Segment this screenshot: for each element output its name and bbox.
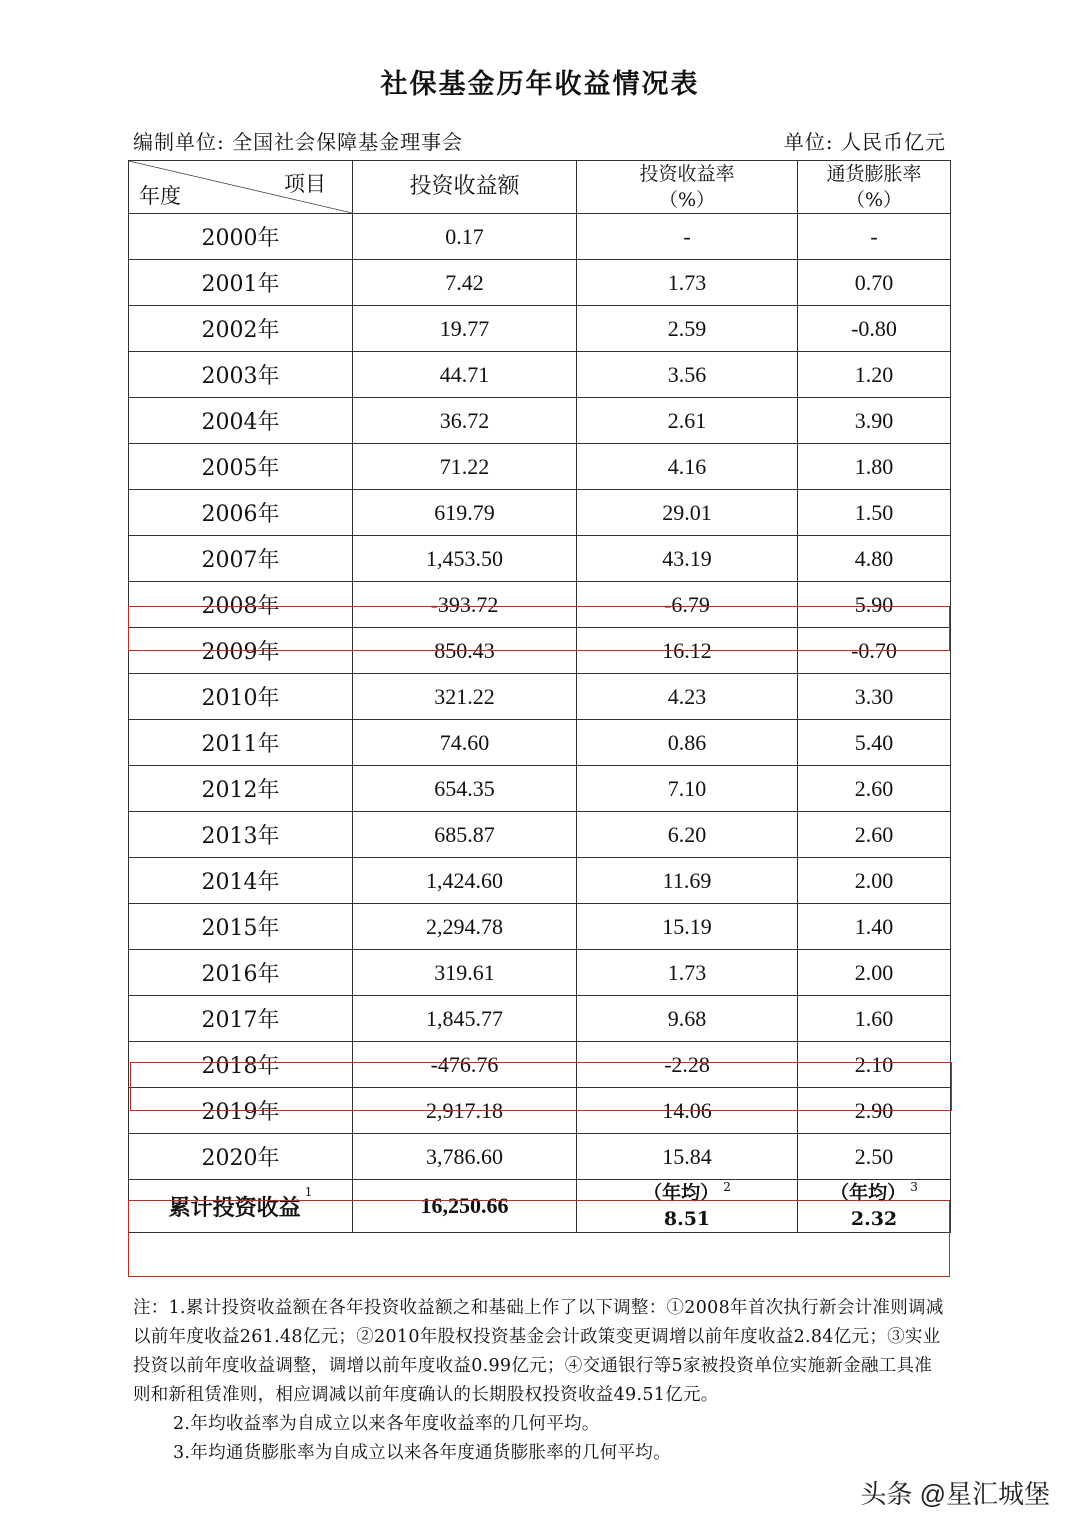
year-cell: 2000年 — [129, 214, 353, 260]
year-cell: 2004年 — [129, 398, 353, 444]
year-cell: 2006年 — [129, 490, 353, 536]
year-cell: 2011年 — [129, 720, 353, 766]
note-1: 注：1.累计投资收益额在各年投资收益额之和基础上作了以下调整：①2008年首次执行新会计准则调减以前年度收益261.48亿元；②2010年股权投资基金会计政策变更调增以前年度收益2.84亿元；③实业投资以前年度收益调整，调增以前年度收益0.99亿元；④交通银行等5家被投资单位实施新金融工具准则和新租赁准则，相应调减以前年度确认的长期股权投资收益49.51亿元。 — [133, 1298, 944, 1405]
rate-cell: 2.59 — [577, 306, 798, 352]
amount-cell: 321.22 — [353, 674, 577, 720]
inflation-cell: 0.70 — [798, 260, 951, 306]
rate-cell: 4.16 — [577, 444, 798, 490]
total-rate-note: 2 — [723, 1180, 731, 1194]
watermark: 头条 @星汇城堡 — [860, 1479, 1050, 1509]
amount-cell: 1,424.60 — [353, 858, 577, 904]
item-header: 项目 — [284, 172, 326, 196]
amount-cell: 3,786.60 — [353, 1134, 577, 1180]
inflation-cell: -0.70 — [798, 628, 951, 674]
inflation-cell: 5.40 — [798, 720, 951, 766]
rate-cell: - — [577, 214, 798, 260]
amount-cell: 2,294.78 — [353, 904, 577, 950]
table-row — [129, 720, 951, 766]
amount-cell: -476.76 — [353, 1042, 577, 1088]
amount-cell: 7.42 — [353, 260, 577, 306]
year-header: 年度 — [139, 184, 181, 208]
unit-label: 单位: 人民币亿元 — [783, 130, 946, 154]
amount-cell: 0.17 — [353, 214, 577, 260]
year-cell: 2013年 — [129, 812, 353, 858]
year-cell: 2007年 — [129, 536, 353, 582]
total-rate-label: （年均） — [643, 1182, 720, 1204]
rate-cell: 7.10 — [577, 766, 798, 812]
inflation-cell: 2.50 — [798, 1134, 951, 1180]
table-row — [129, 1042, 951, 1088]
inflation-cell: -0.80 — [798, 306, 951, 352]
inflation-cell: 2.60 — [798, 766, 951, 812]
table-row — [129, 674, 951, 720]
year-cell: 2008年 — [129, 582, 353, 628]
year-cell: 2009年 — [129, 628, 353, 674]
table-row — [129, 1134, 951, 1180]
table-row — [129, 306, 951, 352]
amount-cell: 654.35 — [353, 766, 577, 812]
rate-header — [577, 161, 798, 214]
total-rate-cell — [577, 1180, 798, 1233]
rate-header-label: 投资收益率 — [639, 163, 735, 185]
table-row — [129, 260, 951, 306]
amount-cell: 685.87 — [353, 812, 577, 858]
inflation-cell: 2.10 — [798, 1042, 951, 1088]
year-cell: 2019年 — [129, 1088, 353, 1134]
year-cell: 2018年 — [129, 1042, 353, 1088]
returns-table — [128, 160, 951, 1233]
amount-cell: 1,453.50 — [353, 536, 577, 582]
amount-cell: -393.72 — [353, 582, 577, 628]
table-row — [129, 904, 951, 950]
year-cell: 2005年 — [129, 444, 353, 490]
note-3: 3.年均通货膨胀率为自成立以来各年度通货膨胀率的几何平均。 — [173, 1443, 671, 1463]
total-label-note: 1 — [304, 1184, 313, 1199]
inflation-cell: 2.90 — [798, 1088, 951, 1134]
rate-cell: 3.56 — [577, 352, 798, 398]
amount-cell: 619.79 — [353, 490, 577, 536]
total-row — [129, 1180, 951, 1233]
rate-cell: 43.19 — [577, 536, 798, 582]
rate-cell: -6.79 — [577, 582, 798, 628]
year-cell: 2001年 — [129, 260, 353, 306]
table-row — [129, 858, 951, 904]
table-row — [129, 582, 951, 628]
amount-cell: 850.43 — [353, 628, 577, 674]
table-row — [129, 490, 951, 536]
inflation-cell: 3.30 — [798, 674, 951, 720]
inflation-cell: 3.90 — [798, 398, 951, 444]
year-cell: 2012年 — [129, 766, 353, 812]
table-row — [129, 812, 951, 858]
rate-cell: 2.61 — [577, 398, 798, 444]
total-label-cell — [129, 1180, 353, 1233]
year-cell: 2003年 — [129, 352, 353, 398]
year-cell: 2017年 — [129, 996, 353, 1042]
table-row — [129, 536, 951, 582]
inflation-cell: 2.00 — [798, 858, 951, 904]
inflation-cell: 1.60 — [798, 996, 951, 1042]
total-label: 累计投资收益 — [168, 1194, 301, 1221]
amount-cell: 44.71 — [353, 352, 577, 398]
amount-cell: 74.60 — [353, 720, 577, 766]
rate-cell: 15.19 — [577, 904, 798, 950]
year-cell: 2020年 — [129, 1134, 353, 1180]
rate-cell: 6.20 — [577, 812, 798, 858]
total-inflation-label: （年均） — [830, 1182, 907, 1204]
rate-cell: 29.01 — [577, 490, 798, 536]
rate-cell: 4.23 — [577, 674, 798, 720]
rate-cell: 1.73 — [577, 260, 798, 306]
page-title: 社保基金历年收益情况表 — [380, 69, 700, 100]
rate-cell: 1.73 — [577, 950, 798, 996]
inflation-cell: - — [798, 214, 951, 260]
rate-cell: 14.06 — [577, 1088, 798, 1134]
year-cell: 2016年 — [129, 950, 353, 996]
inflation-cell: 1.40 — [798, 904, 951, 950]
table-row — [129, 996, 951, 1042]
table-row — [129, 352, 951, 398]
amount-cell: 2,917.18 — [353, 1088, 577, 1134]
inflation-cell: 1.80 — [798, 444, 951, 490]
year-cell: 2015年 — [129, 904, 353, 950]
year-cell: 2014年 — [129, 858, 353, 904]
total-inflation-note: 3 — [910, 1180, 918, 1194]
inflation-cell: 2.60 — [798, 812, 951, 858]
rate-cell: 0.86 — [577, 720, 798, 766]
table-row — [129, 1088, 951, 1134]
amount-cell: 71.22 — [353, 444, 577, 490]
inflation-cell: 1.50 — [798, 490, 951, 536]
inflation-header-unit: （%） — [845, 189, 903, 211]
rate-cell: 9.68 — [577, 996, 798, 1042]
amount-header: 投资收益额 — [353, 161, 577, 214]
rate-cell: 16.12 — [577, 628, 798, 674]
rate-cell: 15.84 — [577, 1134, 798, 1180]
table-row — [129, 766, 951, 812]
inflation-cell: 5.90 — [798, 582, 951, 628]
table-row — [129, 950, 951, 996]
rate-cell: 11.69 — [577, 858, 798, 904]
table-row — [129, 444, 951, 490]
table-row — [129, 214, 951, 260]
inflation-cell: 2.00 — [798, 950, 951, 996]
total-rate-value: 8.51 — [663, 1208, 711, 1230]
amount-cell: 19.77 — [353, 306, 577, 352]
total-amount: 16,250.66 — [353, 1180, 577, 1233]
inflation-header — [798, 161, 951, 214]
diagonal-header-cell — [129, 161, 353, 214]
rate-cell: -2.28 — [577, 1042, 798, 1088]
notes — [133, 1294, 948, 1468]
table-row — [129, 398, 951, 444]
year-cell: 2002年 — [129, 306, 353, 352]
header-row — [129, 161, 951, 214]
amount-cell: 36.72 — [353, 398, 577, 444]
inflation-cell: 1.20 — [798, 352, 951, 398]
amount-cell: 319.61 — [353, 950, 577, 996]
inflation-header-label: 通货膨胀率 — [826, 163, 922, 185]
table-row — [129, 628, 951, 674]
total-inflation-cell — [798, 1180, 951, 1233]
total-inflation-value: 2.32 — [850, 1208, 898, 1230]
amount-cell: 1,845.77 — [353, 996, 577, 1042]
compiler-label: 编制单位: 全国社会保障基金理事会 — [133, 130, 464, 154]
inflation-cell: 4.80 — [798, 536, 951, 582]
rate-header-unit: （%） — [658, 189, 716, 211]
year-cell: 2010年 — [129, 674, 353, 720]
note-2: 2.年均收益率为自成立以来各年度收益率的几何平均。 — [173, 1414, 600, 1434]
